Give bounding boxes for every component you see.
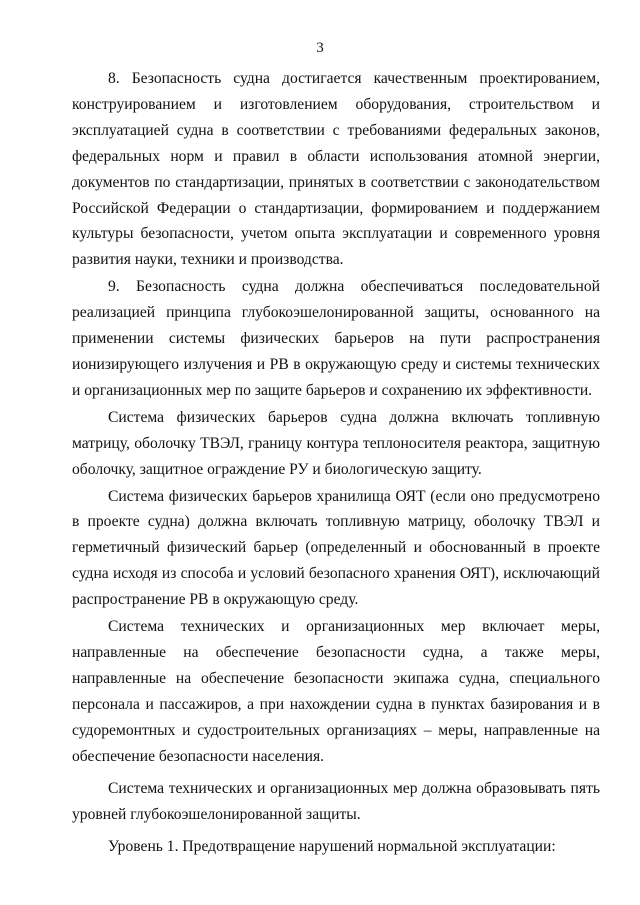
page-number: 3 <box>316 40 324 56</box>
paragraph-item-8: 8. Безопасность судна достигается качественным проектированием, конструированием и изготовлением оборудования, строительством и эксплуатацией судна в соответствии с требованиями федеральных законов, федеральных норм и правил в области использования атомной энергии, документов по стандартизации, принятых в соответствии с законодательством Российской Федерации о стандартизации, формированием и поддержанием культуры безопасности, учетом опыта эксплуатации и современного уровня развития науки, техники и производства. <box>72 70 600 269</box>
paragraph-storage-barriers: Система физических барьеров хранилища ОЯТ (если оно предусмотрено в проекте судна) должна включать топливную матрицу, оболочку ТВЭЛ и герметичный физический барьер (определенный и обоснованный в проекте судна исходя из способа и условий безопасного хранения ОЯТ), исключающий распространение РВ в окружающую среду. <box>72 487 600 609</box>
paragraph-ship-barriers: Система физических барьеров судна должна включать топливную матрицу, оболочку ТВЭЛ, границу контура теплоносителя реактора, защитную оболочку, защитное ограждение РУ и биологическую защиту. <box>72 408 600 478</box>
level-1-heading: Уровень 1. Предотвращение нарушений нормальной эксплуатации: <box>108 838 556 856</box>
paragraph-defense-levels: Система технических и организационных мер должна образовывать пять уровней глубокоэшелонированной защиты. <box>72 780 600 824</box>
body-text <box>72 66 600 860</box>
paragraph-item-9: 9. Безопасность судна должна обеспечиваться последовательной реализацией принципа глубокоэшелонированной защиты, основанного на применении системы физических барьеров на пути распространения ионизирующего излучения и РВ в окружающую среду и системы технических и организационных мер по защите барьеров и сохранению их эффективности. <box>72 278 600 399</box>
paragraph-measures-system: Система технических и организационных мер включает меры, направленные на обеспечение безопасности судна, а также меры, направленные на обеспечение безопасности экипажа судна, специального персонала и пассажиров, а при нахождении судна в пунктах базирования и в судоремонтных и судостроительных организациях – меры, направленные на обеспечение безопасности населения. <box>72 618 600 765</box>
